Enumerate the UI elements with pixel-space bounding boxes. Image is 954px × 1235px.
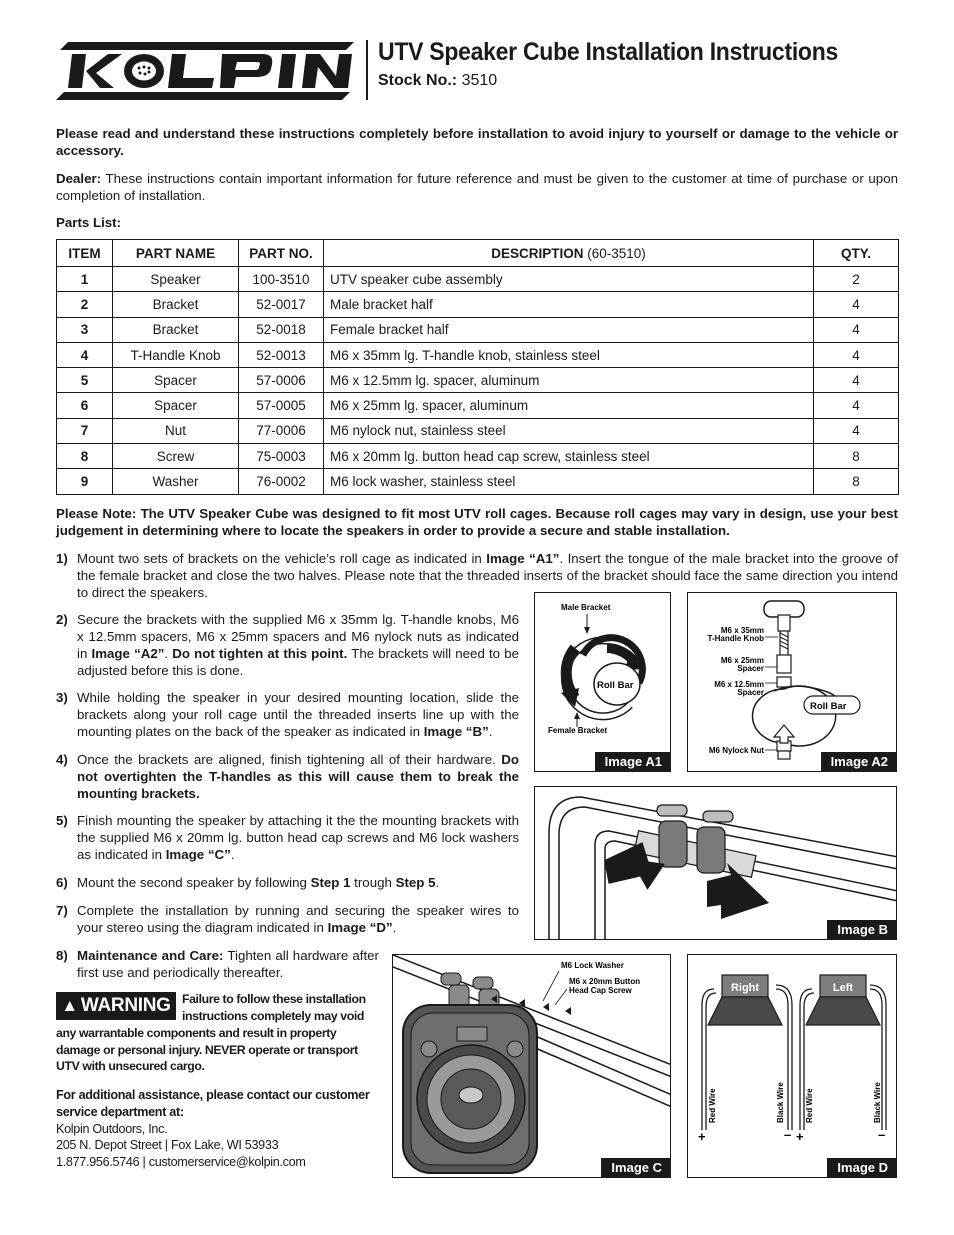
lock-washer-label: M6 Lock Washer <box>561 961 624 970</box>
image-a1-label: Image A1 <box>595 752 670 771</box>
kolpin-logo <box>56 40 354 102</box>
image-d-label: Image D <box>827 1158 896 1177</box>
cell-item: 3 <box>57 317 113 342</box>
roll-bar-label: Roll Bar <box>810 701 847 712</box>
image-a2 <box>687 592 897 772</box>
table-header-row <box>57 240 899 267</box>
step-text: Secure the brackets with the supplied M6 x 35mm lg. T-handle knobs, M6 x 12.5mm spacers, M6 x 25mm spacers and M6 nylock nuts as indicated in Image “A2”. Do not tighten at this point. The brackets will need to be adjusted before this is done. <box>77 612 520 678</box>
cell-description: M6 x 20mm lg. button head cap screw, stainless steel <box>324 444 814 469</box>
dealer-text: These instructions contain important information for future reference and must be given to the customer at time of purchase or upon completion of installation. <box>56 171 898 203</box>
cell-part-name: Bracket <box>113 292 239 317</box>
knob-name-label: T-Handle Knob <box>707 634 764 643</box>
wiring-diagram <box>688 955 897 1178</box>
step-number: 3) <box>56 690 68 705</box>
description-kit-number: (60-3510) <box>587 245 646 261</box>
contact-block <box>56 1087 386 1171</box>
cap-screw-label-2: Head Cap Screw <box>569 986 632 995</box>
cell-description: M6 nylock nut, stainless steel <box>324 418 814 443</box>
cell-part-name: Bracket <box>113 317 239 342</box>
left-black-wire-label: Black Wire <box>873 1082 882 1123</box>
image-c <box>392 954 671 1178</box>
cell-part-no: 57-0005 <box>239 393 324 418</box>
spacer-25-name-label: Spacer <box>737 664 764 673</box>
cell-part-no: 77-0006 <box>239 418 324 443</box>
step-number: 5) <box>56 813 68 828</box>
cell-part-name: Washer <box>113 469 239 494</box>
cell-description: Female bracket half <box>324 317 814 342</box>
cell-item: 8 <box>57 444 113 469</box>
parts-table <box>56 239 899 495</box>
step-2 <box>56 611 519 681</box>
step-text: Complete the installation by running and securing the speaker wires to your stereo using the diagram indicated in Image “D”. <box>77 903 519 935</box>
cell-qty: 8 <box>814 469 899 494</box>
step-8 <box>56 947 379 983</box>
cell-description: Male bracket half <box>324 292 814 317</box>
intro-warning: Please read and understand these instructions completely before installation to avoid injury to yourself or damage to the vehicle or accessory. <box>56 126 898 158</box>
cell-qty: 4 <box>814 418 899 443</box>
right-speaker-label: Right <box>730 982 760 994</box>
spacer-25-size-label: M6 x 25mm <box>720 656 764 665</box>
left-positive-terminal: + <box>796 1129 804 1144</box>
cell-item: 7 <box>57 418 113 443</box>
table-row <box>57 267 899 292</box>
cell-item: 5 <box>57 368 113 393</box>
cell-qty: 4 <box>814 368 899 393</box>
parts-table-body <box>57 267 899 495</box>
cell-part-no: 52-0013 <box>239 342 324 367</box>
left-negative-terminal: – <box>878 1127 886 1142</box>
cell-item: 2 <box>57 292 113 317</box>
col-part-no: PART NO. <box>239 240 324 267</box>
image-b <box>534 786 897 940</box>
bracket-alignment-diagram <box>535 787 897 940</box>
table-row <box>57 292 899 317</box>
cell-part-no: 75-0003 <box>239 444 324 469</box>
step-number: 7) <box>56 903 68 918</box>
female-bracket-label: Female Bracket <box>548 726 608 735</box>
step-text: Mount two sets of brackets on the vehicle’s roll cage as indicated in Image “A1”. Insert the tongue of the male bracket into the groove of the female bracket and close the two halves. Please note that the threaded inserts of the bracket should face the same direction you intend to direct the speakers. <box>77 551 899 600</box>
step-text: Mount the second speaker by following Step 1 trough Step 5. <box>77 875 440 890</box>
fitment-note: Please Note: The UTV Speaker Cube was designed to fit most UTV roll cages. Because roll cages may vary in design, use your best judgement in determining where to locate the speakers in order to provide a secure and stable installation. <box>56 506 898 538</box>
cell-description: M6 x 35mm lg. T-handle knob, stainless steel <box>324 342 814 367</box>
cell-part-no: 52-0018 <box>239 317 324 342</box>
cell-part-no: 76-0002 <box>239 469 324 494</box>
cell-part-name: T-Handle Knob <box>113 342 239 367</box>
cell-qty: 4 <box>814 317 899 342</box>
header-divider <box>366 40 368 100</box>
contact-intro: For additional assistance, please contact our customer service department at: <box>56 1088 370 1119</box>
left-speaker-label: Left <box>832 982 854 994</box>
image-b-label: Image B <box>827 920 896 939</box>
step-4 <box>56 751 519 806</box>
step-text: Maintenance and Care: Tighten all hardware after first use and periodically thereafter. <box>77 948 379 980</box>
step-3 <box>56 689 519 744</box>
cell-description: UTV speaker cube assembly <box>324 267 814 292</box>
spacer-12-name-label: Spacer <box>737 688 764 697</box>
step-text: While holding the speaker in your desired mounting location, slide the brackets along your roll cage until the threaded inserts line up with the mounting plates on the back of the speaker as indicated in Image “B”. <box>77 690 519 739</box>
warning-label: WARNING <box>80 995 171 1016</box>
parts-list-label: Parts List: <box>56 215 122 230</box>
cell-part-name: Screw <box>113 444 239 469</box>
col-qty: QTY. <box>814 240 899 267</box>
bracket-diagram <box>535 593 671 772</box>
table-row <box>57 469 899 494</box>
hardware-stack-diagram <box>688 593 897 772</box>
cap-screw-label-1: M6 x 20mm Button <box>569 977 641 986</box>
image-a1 <box>534 592 671 772</box>
description-header: DESCRIPTION <box>491 245 584 261</box>
cell-part-no: 100-3510 <box>239 267 324 292</box>
step-5 <box>56 812 519 867</box>
cell-qty: 4 <box>814 393 899 418</box>
warning-text-start: Failure to follow these installation instructions completely may void <box>182 992 366 1023</box>
nut-label: M6 Nylock Nut <box>708 746 764 755</box>
cell-qty: 2 <box>814 267 899 292</box>
dealer-label: Dealer: <box>56 171 102 186</box>
cell-part-name: Nut <box>113 418 239 443</box>
dealer-note <box>56 170 898 204</box>
right-black-wire-label: Black Wire <box>776 1082 785 1123</box>
step-number: 4) <box>56 752 68 767</box>
step-number: 2) <box>56 612 68 627</box>
table-row <box>57 342 899 367</box>
roll-bar-label: Roll Bar <box>597 680 634 691</box>
spacer-12-size-label: M6 x 12.5mm <box>714 680 764 689</box>
col-part-name: PART NAME <box>113 240 239 267</box>
speaker-mounting-diagram <box>393 955 671 1178</box>
cell-description: M6 lock washer, stainless steel <box>324 469 814 494</box>
step-7 <box>56 902 519 938</box>
image-a2-label: Image A2 <box>821 752 896 771</box>
right-positive-terminal: + <box>698 1129 706 1144</box>
table-row <box>57 418 899 443</box>
stock-label: Stock No.: <box>378 72 458 89</box>
table-row <box>57 368 899 393</box>
cell-part-name: Speaker <box>113 267 239 292</box>
table-row <box>57 317 899 342</box>
step-number: 1) <box>56 551 68 566</box>
cell-qty: 4 <box>814 292 899 317</box>
cell-part-no: 57-0006 <box>239 368 324 393</box>
cell-part-name: Spacer <box>113 393 239 418</box>
warning-text-end: any warrantable components and result in property damage or personal injury. NEVER operate or transport UTV with unsecured cargo. <box>56 1026 358 1073</box>
stock-value: 3510 <box>461 72 498 89</box>
company-phone-email: 1.877.956.5746 | customerservice@kolpin.com <box>56 1155 306 1170</box>
cell-item: 6 <box>57 393 113 418</box>
cell-item: 1 <box>57 267 113 292</box>
left-red-wire-label: Red Wire <box>805 1088 814 1123</box>
table-row <box>57 393 899 418</box>
image-d <box>687 954 897 1178</box>
step-text: Once the brackets are aligned, finish tightening all of their hardware. Do not overtighten the T-handles as this will cause them to break the mounting brackets. <box>77 752 519 801</box>
cell-description: M6 x 12.5mm lg. spacer, aluminum <box>324 368 814 393</box>
col-item: ITEM <box>57 240 113 267</box>
knob-size-label: M6 x 35mm <box>720 626 764 635</box>
right-negative-terminal: – <box>784 1127 792 1142</box>
cell-item: 4 <box>57 342 113 367</box>
cell-qty: 4 <box>814 342 899 367</box>
company-name: Kolpin Outdoors, Inc. <box>56 1121 168 1136</box>
cell-description: M6 x 25mm lg. spacer, aluminum <box>324 393 814 418</box>
step-number: 6) <box>56 875 68 890</box>
cell-part-name: Spacer <box>113 368 239 393</box>
male-bracket-label: Male Bracket <box>561 603 611 612</box>
company-address: 205 N. Depot Street | Fox Lake, WI 53933 <box>56 1138 279 1153</box>
col-description <box>324 240 814 267</box>
step-6 <box>56 874 519 894</box>
document-title: UTV Speaker Cube Installation Instructions <box>378 38 838 66</box>
image-c-label: Image C <box>601 1158 670 1177</box>
step-number: 8) <box>56 948 68 963</box>
step-text: Finish mounting the speaker by attaching it the the mounting brackets with the supplied M6 x 20mm lg. button head cap screws and M6 lock washers as indicated in Image “C”. <box>77 813 519 862</box>
right-red-wire-label: Red Wire <box>708 1088 717 1123</box>
warning-icon: ▲ <box>61 996 78 1015</box>
warning-badge <box>56 992 176 1020</box>
stock-number <box>378 72 497 90</box>
table-row <box>57 444 899 469</box>
cell-item: 9 <box>57 469 113 494</box>
cell-qty: 8 <box>814 444 899 469</box>
cell-part-no: 52-0017 <box>239 292 324 317</box>
